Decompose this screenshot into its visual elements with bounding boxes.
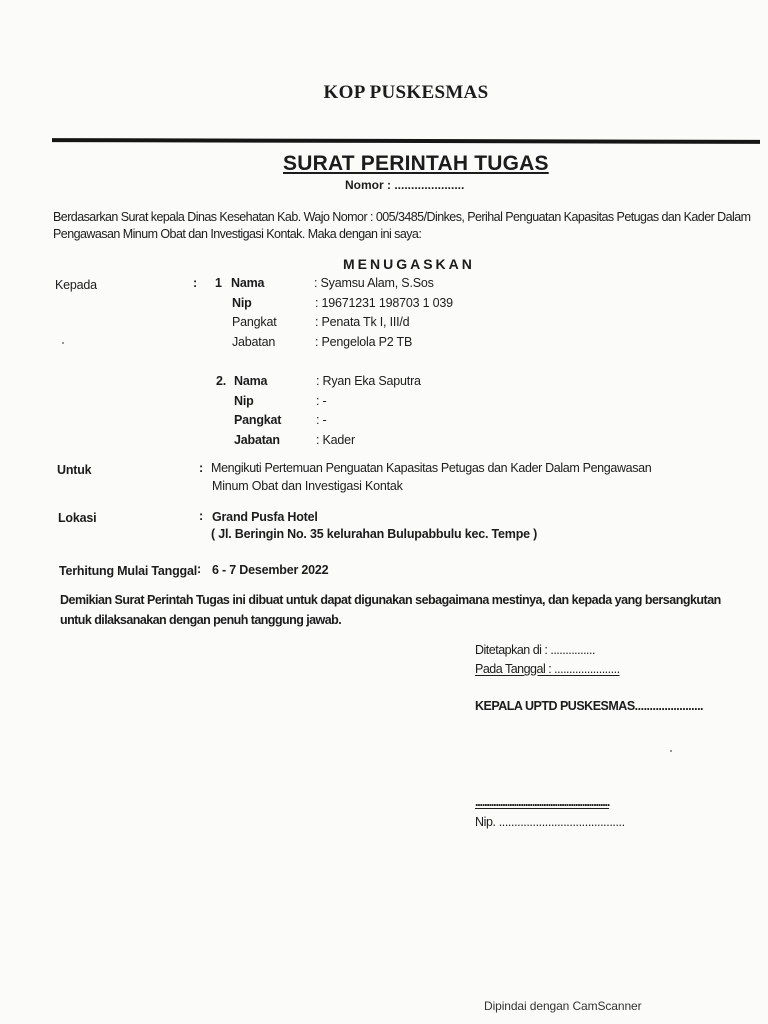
closing-line-1: Demikian Surat Perintah Tugas ini dibuat untuk dapat digunakan sebagaimana mestinya, dan kepada yang bersangkutan xyxy=(60,593,721,607)
lokasi-line-1: Grand Pusfa Hotel xyxy=(212,510,318,524)
person-2-jabatan-value: : Kader xyxy=(316,433,355,447)
person-1-nama-value: : Syamsu Alam, S.Sos xyxy=(314,276,434,290)
ditetapkan-di: Ditetapkan di : ............... xyxy=(475,643,595,657)
tanggal-value: 6 - 7 Desember 2022 xyxy=(212,563,329,577)
person-2-nip-label: Nip xyxy=(234,394,254,408)
person-2-pangkat-value: : - xyxy=(316,413,327,427)
document-number: Nomor : ..................... xyxy=(345,178,465,192)
person-2-nip-value: : - xyxy=(316,394,327,408)
letterhead-title: KOP PUSKESMAS xyxy=(323,82,489,103)
menugaskan-heading: MENUGASKAN xyxy=(343,256,475,272)
untuk-label: Untuk xyxy=(57,463,92,477)
person-1-nama-label: Nama xyxy=(231,276,265,290)
person-1-jabatan-label: Jabatan xyxy=(232,335,276,349)
lokasi-label: Lokasi xyxy=(58,511,97,525)
lokasi-line-2: ( Jl. Beringin No. 35 kelurahan Bulupabbulu kec. Tempe ) xyxy=(211,527,538,541)
person-1-nip-label: Nip xyxy=(232,296,252,310)
person-1-pangkat-value: : Penata Tk I, III/d xyxy=(315,315,410,329)
signatory-name-line: ........................................................... xyxy=(475,795,610,809)
tanggal-colon: : xyxy=(197,562,202,576)
kepala-puskesmas: KEPALA UPTD PUSKESMAS....................... xyxy=(475,699,704,713)
document-title: SURAT PERINTAH TUGAS xyxy=(283,152,549,175)
kepada-label: Kepada xyxy=(55,278,97,292)
untuk-line-2: Minum Obat dan Investigasi Kontak xyxy=(212,479,403,493)
person-2-pangkat-label: Pangkat xyxy=(234,413,282,427)
person-2-nama-value: : Ryan Eka Saputra xyxy=(316,374,421,388)
person-2-jabatan-label: Jabatan xyxy=(234,433,280,447)
person-1-number: 1 xyxy=(215,276,222,290)
person-2-nama-label: Nama xyxy=(234,374,268,388)
scan-speck xyxy=(62,342,64,344)
kepada-colon: : xyxy=(193,276,198,290)
signatory-nip: Nip. ......................................... xyxy=(475,815,625,829)
camscanner-watermark: Dipindai dengan CamScanner xyxy=(484,999,642,1013)
person-1-nip-value: : 19671231 198703 1 039 xyxy=(315,296,453,310)
intro-line-1: Berdasarkan Surat kepala Dinas Kesehatan Kab. Wajo Nomor : 005/3485/Dinkes, Perihal Penguatan Kapasitas Petugas dan Kader Dalam xyxy=(53,210,751,224)
lokasi-colon: : xyxy=(199,509,204,523)
person-1-jabatan-value: : Pengelola P2 TB xyxy=(315,335,413,349)
scan-speck xyxy=(670,750,672,752)
closing-line-2: untuk dilaksanakan dengan penuh tanggung jawab. xyxy=(60,613,342,627)
letterhead-divider xyxy=(52,138,760,144)
tanggal-label: Terhitung Mulai Tanggal xyxy=(59,564,197,578)
untuk-line-1: Mengikuti Pertemuan Penguatan Kapasitas Petugas dan Kader Dalam Pengawasan xyxy=(211,461,652,475)
intro-line-2: Pengawasan Minum Obat dan Investigasi Kontak. Maka dengan ini saya: xyxy=(53,227,422,241)
person-1-pangkat-label: Pangkat xyxy=(232,315,277,329)
untuk-colon: : xyxy=(199,461,204,475)
pada-tanggal: Pada Tanggal : ...................... xyxy=(475,662,620,676)
person-2-number: 2. xyxy=(216,374,227,388)
